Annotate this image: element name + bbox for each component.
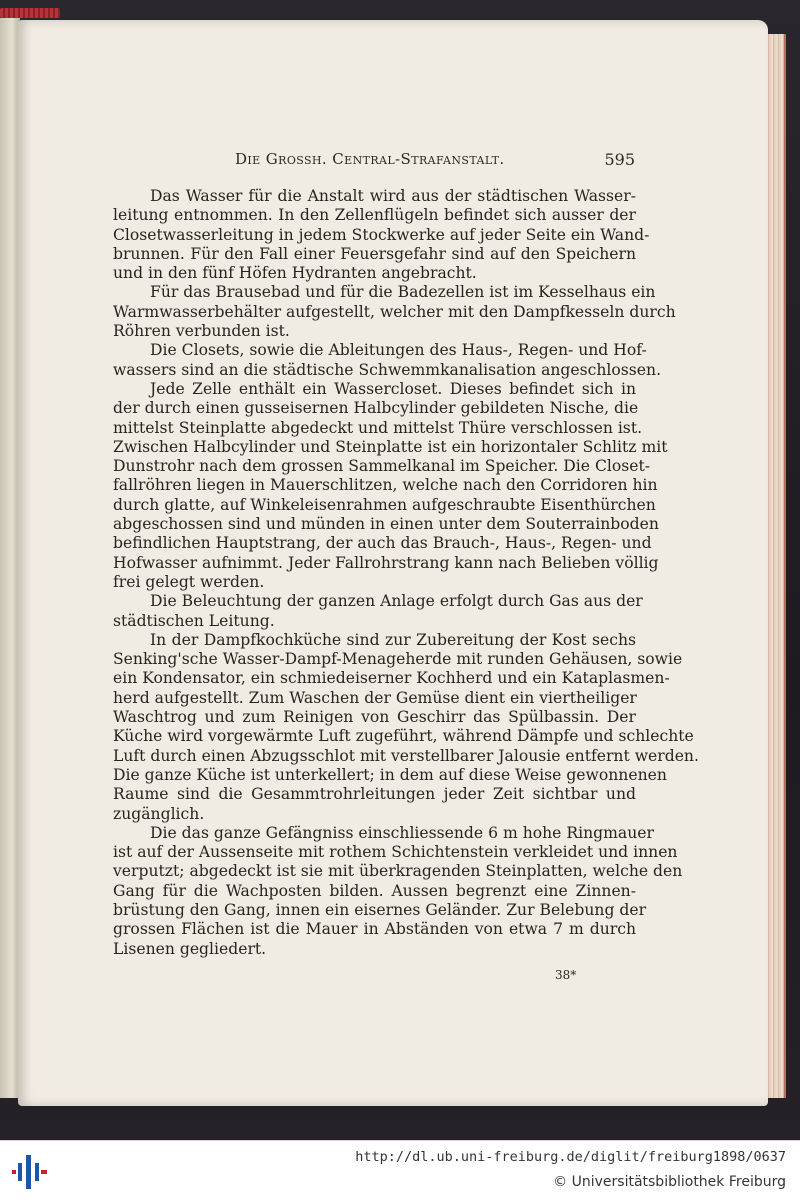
text-line: Die Beleuchtung der ganzen Anlage erfolgt durch Gas aus der — [150, 592, 643, 611]
text-line: Gang für die Wachposten bilden. Aussen begrenzt eine Zinnen- — [113, 881, 636, 900]
left-page-edge — [0, 18, 20, 1098]
text-line: zugänglich. — [113, 804, 205, 823]
text-line: grossen Flächen ist die Mauer in Abständen von etwa 7 m durch — [113, 920, 636, 939]
text-line: Hofwasser aufnimmt. Jeder Fallrohrstrang kann nach Belieben völlig — [113, 553, 659, 572]
text-line: Raume sind die Gesammtrohrleitungen jeder Zeit sichtbar und — [113, 785, 636, 804]
text-line: durch glatte, auf Winkeleisenrahmen aufgeschraubte Eisenthürchen — [113, 495, 656, 514]
text-line: verputzt; abgedeckt ist sie mit überkragenden Steinplatten, welche den — [113, 862, 683, 881]
text-line: herd aufgestellt. Zum Waschen der Gemüse dient ein viertheiliger — [113, 688, 637, 707]
text-line: Lisenen gegliedert. — [113, 939, 267, 958]
body-text — [113, 187, 699, 959]
text-line: befindlichen Hauptstrang, der auch das Brauch-, Haus-, Regen- und — [113, 534, 652, 553]
text-line: Für das Brausebad und für die Badezellen ist im Kesselhaus ein — [150, 283, 656, 302]
page-header — [95, 150, 635, 174]
text-line: brüstung den Gang, innen ein eisernes Geländer. Zur Belebung der — [113, 900, 647, 919]
text-line: abgeschossen sind und münden in einen unter dem Souterrainboden — [113, 515, 659, 534]
text-line: Jede Zelle enthält ein Wassercloset. Dieses befindet sich in — [150, 379, 636, 398]
text-line: und in den fünf Höfen Hydranten angebracht. — [113, 264, 477, 283]
text-line: Waschtrog und zum Reinigen von Geschirr das Spülbassin. Der — [113, 708, 636, 727]
text-line: Das Wasser für die Anstalt wird aus der städtischen Wasser- — [150, 187, 636, 205]
text-line: Röhren verbunden ist. — [113, 322, 290, 341]
viewer-footer — [0, 1140, 800, 1200]
text-line: brunnen. Für den Fall einer Feuersgefahr sind auf den Speichern — [113, 244, 636, 263]
text-line: Senking'sche Wasser-Dampf-Menageherde mit runden Gehäusen, sowie — [113, 650, 683, 669]
signature-mark: 38* — [555, 968, 577, 982]
text-line: ist auf der Aussenseite mit rothem Schichtenstein verkleidet und innen — [113, 843, 678, 862]
bookmark-ribbon — [0, 8, 60, 18]
document-url-link[interactable]: http://dl.ub.uni-freiburg.de/diglit/freiburg1898/0637 — [355, 1149, 786, 1165]
text-line: Die das ganze Gefängniss einschliessende 6 m hohe Ringmauer — [150, 823, 654, 842]
text-line: ein Kondensator, ein schmiedeiserner Kochherd und ein Kataplasmen- — [113, 669, 670, 688]
text-line: leitung entnommen. In den Zellenflügeln befindet sich ausser der — [113, 206, 636, 225]
text-line: Küche wird vorgewärmte Luft zugeführt, während Dämpfe und schlechte — [113, 727, 694, 746]
text-line: Warmwasserbehälter aufgestellt, welcher mit den Dampfkesseln durch — [113, 302, 676, 321]
page-number: 595 — [604, 150, 635, 169]
text-line: städtischen Leitung. — [113, 611, 275, 630]
text-line: Closetwasserleitung in jedem Stockwerke auf jeder Seite ein Wand- — [113, 225, 650, 244]
text-line: der durch einen gusseisernen Halbcylinder gebildeten Nische, die — [113, 399, 639, 418]
text-line: wassers sind an die städtische Schwemmkanalisation angeschlossen. — [113, 360, 662, 379]
text-line: In der Dampfkochküche sind zur Zubereitung der Kost sechs — [150, 630, 636, 649]
text-line: mittelst Steinplatte abgedeckt und mittelst Thüre verschlossen ist. — [113, 418, 643, 437]
ub-freiburg-logo-icon[interactable] — [10, 1151, 50, 1191]
text-line: Dunstrohr nach dem grossen Sammelkanal im Speicher. Die Closet- — [113, 457, 651, 476]
copyright-notice: © Universitätsbibliothek Freiburg — [553, 1174, 786, 1190]
text-line: Zwischen Halbcylinder und Steinplatte ist ein horizontaler Schlitz mit — [113, 437, 668, 456]
text-line: frei gelegt werden. — [113, 572, 265, 591]
text-line: Die Closets, sowie die Ableitungen des Haus-, Regen- und Hof- — [150, 341, 647, 360]
running-title: Die Grossh. Central-Strafanstalt. — [235, 150, 505, 168]
text-line: fallröhren liegen in Mauerschlitzen, welche nach den Corridoren hin — [113, 476, 658, 495]
text-line: Die ganze Küche ist unterkellert; in dem auf diese Weise gewonnenen — [113, 765, 667, 784]
text-line: Luft durch einen Abzugsschlot mit verstellbarer Jalousie entfernt werden. — [113, 746, 699, 765]
